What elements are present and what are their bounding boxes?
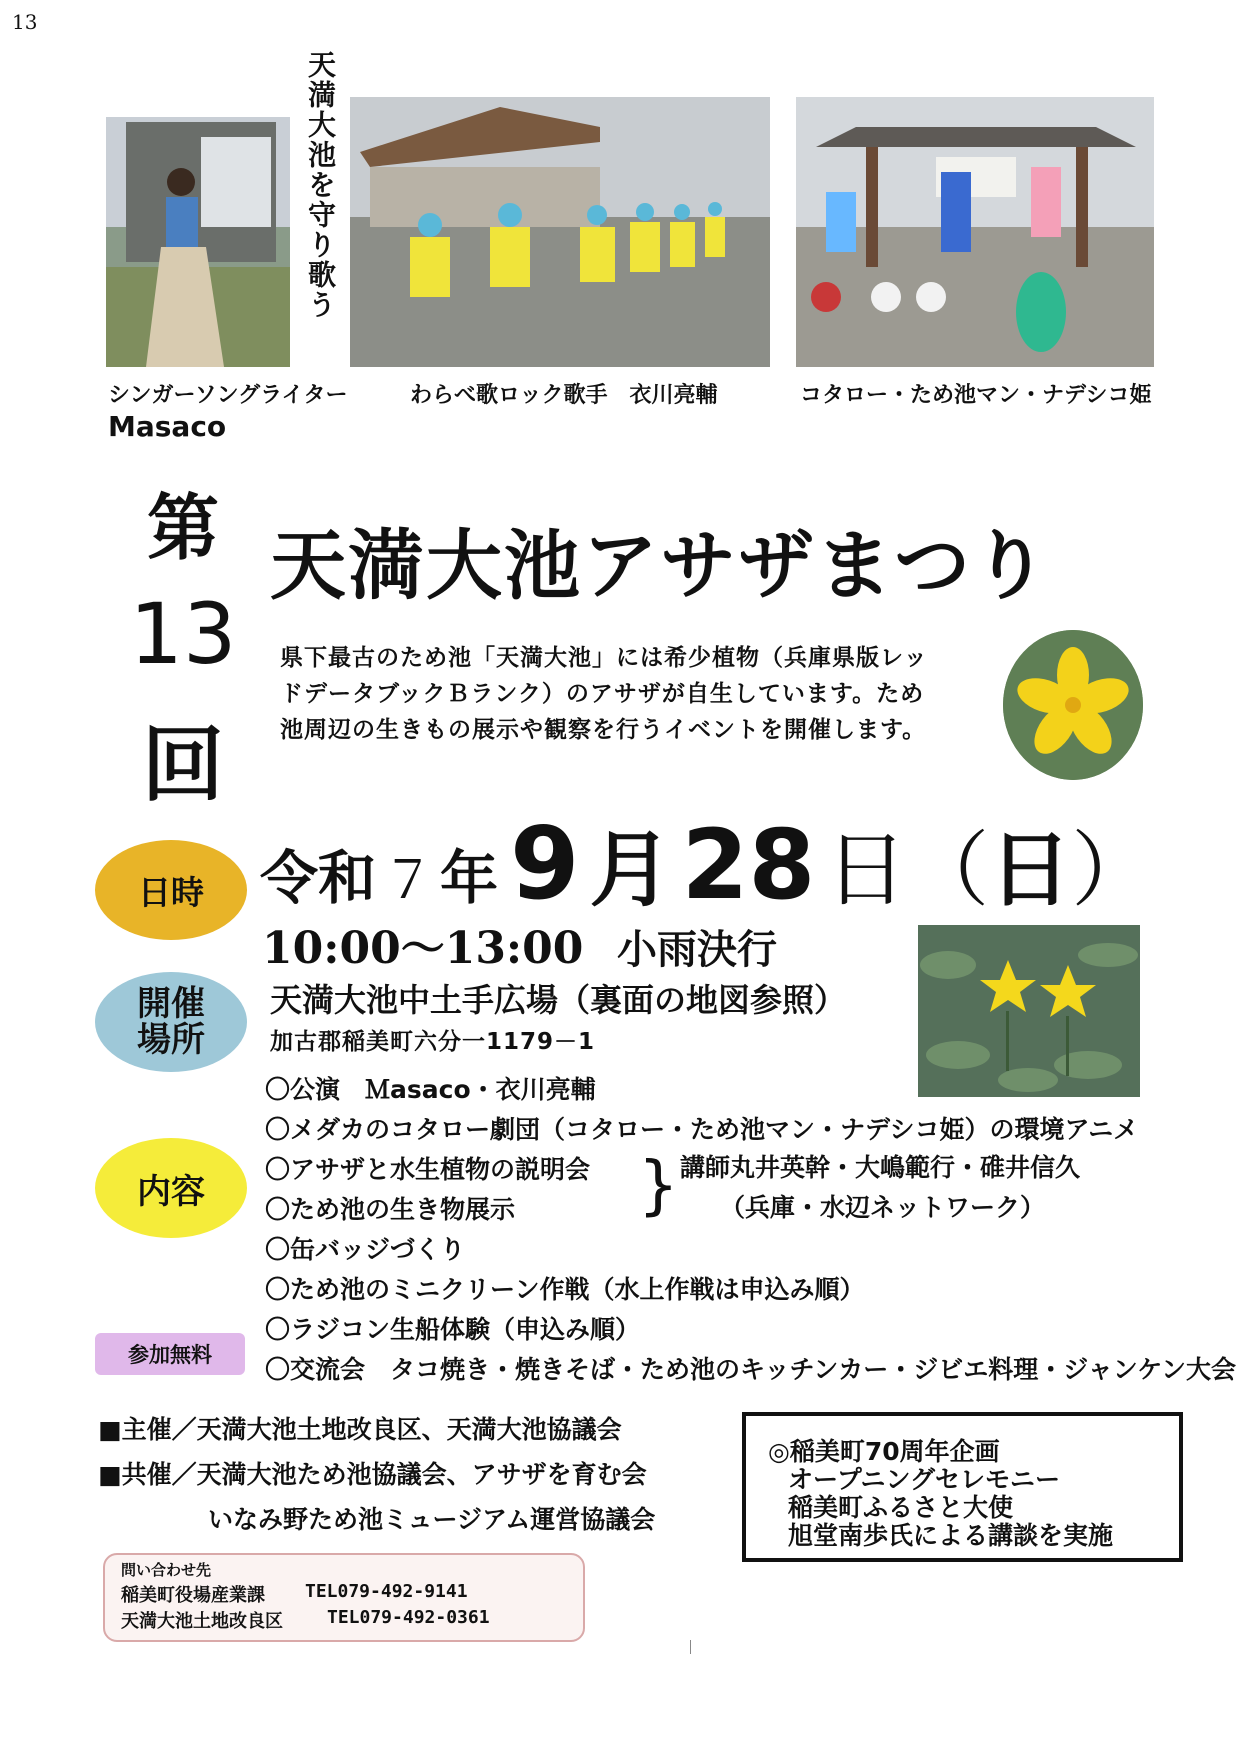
date-day: 28 [681, 809, 816, 921]
flower-photo [1003, 630, 1143, 780]
brace: } [638, 1149, 679, 1223]
contact-tel-2: TEL079-492-0361 [327, 1607, 490, 1628]
date-weekday: 日 [989, 823, 1072, 918]
organizer-cohost2: いなみ野ため池ミュージアム運営協議会 [208, 1505, 656, 1534]
date-month: 9 [510, 805, 580, 922]
vertical-banner: 天満大池を守り歌う [304, 50, 337, 320]
date-era: 令和 [260, 844, 377, 912]
datetime-label-text: 日時 [138, 872, 204, 912]
free-badge-text: 参加無料 [128, 1343, 212, 1367]
list-item: 〇缶バッジづくり [265, 1235, 466, 1264]
page-number: 13 [12, 10, 38, 34]
singer-photo-image [106, 117, 290, 367]
edition-dai: 第 [146, 486, 219, 570]
organizer-cohost: ■共催／天満大池ため池協議会、アサザを育む会 [98, 1460, 647, 1489]
content-label-text: 内容 [137, 1171, 205, 1212]
flower-image [1003, 630, 1143, 780]
event-time [262, 912, 777, 976]
datetime-label [95, 840, 247, 940]
photo-singer [106, 117, 290, 367]
venue-address: 加古郡稲美町六分一1179－1 [270, 1029, 596, 1055]
anniversary-line3: 稲美町ふるさと大使 [788, 1493, 1014, 1522]
edition-kai: 回 [141, 718, 224, 813]
contact-heading: 問い合わせ先 [121, 1561, 212, 1579]
caption-singer: シンガーソングライター [108, 383, 348, 408]
date-nen: 年 [440, 844, 499, 912]
contact-box [103, 1553, 585, 1642]
anniversary-line1: ◎稲美町70周年企画 [768, 1437, 1000, 1466]
date-nichi: 日 [825, 823, 908, 918]
anniversary-line2: オープニングセレモニー [788, 1465, 1061, 1494]
organizer-host: ■主催／天満大池土地改良区、天満大池協議会 [98, 1415, 622, 1444]
list-item: 〇ラジコン生船体験（申込み順） [265, 1315, 641, 1344]
page-title: 天満大池アサザまつり [270, 521, 1050, 610]
contact-name-1: 稲美町役場産業課 [121, 1585, 265, 1606]
venue-label-line1: 開催 [137, 984, 205, 1024]
list-item: 〇ため池の生き物展示 [265, 1195, 516, 1224]
content-list [265, 1070, 1236, 1390]
rain-notice: 小雨決行 [616, 927, 777, 973]
list-item: 〇ため池のミニクリーン作戦（水上作戦は申込み順） [265, 1275, 865, 1304]
free-badge [95, 1333, 245, 1375]
time-range: 10:00～13:00 [262, 923, 584, 974]
caption-characters: コタロー・ため池マン・ナデシコ姫 [800, 383, 1152, 408]
venue-name: 天満大池中土手広場（裏面の地図参照） [270, 981, 847, 1019]
content-label [95, 1138, 247, 1238]
date-year: ７ [382, 851, 435, 911]
list-item: 〇メダカのコタロー劇団（コタロー・ため池マン・ナデシコ姫）の環境アニメ [265, 1115, 1139, 1144]
date-gatsu: 月 [589, 823, 672, 918]
lecturer-names: 講師丸井英幹・大嶋範行・碓井信久 [680, 1153, 1081, 1182]
dancers-photo-image [350, 97, 770, 367]
caption-singer-name: Masaco [108, 410, 227, 443]
venue-label-line2: 場所 [137, 1020, 205, 1060]
photo-dancers [350, 97, 770, 367]
contact-tel-1: TEL079-492-9141 [305, 1581, 468, 1602]
list-item: 〇公演 Ｍasaco・衣川亮輔 [265, 1075, 596, 1104]
divider-tick [690, 1640, 691, 1654]
venue-label [95, 972, 247, 1072]
intro-text: 県下最古のため池「天満大池」には希少植物（兵庫県版レッドデータブックＢランク）のアサザが自生しています。ため池周辺の生きもの展示や観察を行うイベントを開催します。 [280, 645, 928, 743]
characters-photo-image [796, 97, 1154, 367]
anniversary-box [742, 1412, 1183, 1562]
anniversary-line4: 旭堂南歩氏による講談を実施 [788, 1521, 1114, 1550]
caption-dancers: わらべ歌ロック歌手 衣川亮輔 [410, 383, 718, 408]
list-item: 〇交流会 タコ焼き・焼きそば・ため池のキッチンカー・ジビエ料理・ジャンケン大会 [265, 1355, 1237, 1384]
contact-name-2: 天満大池土地改良区 [121, 1611, 283, 1632]
lecturer-org: （兵庫・水辺ネットワーク） [720, 1193, 1046, 1222]
list-item: 〇アサザと水生植物の説明会 [265, 1155, 591, 1184]
date-paren-close: ） [1071, 823, 1154, 918]
date-paren-open: （ [907, 823, 990, 918]
edition-number: 13 [129, 585, 237, 683]
photo-characters [796, 97, 1154, 367]
event-date [260, 805, 1153, 922]
